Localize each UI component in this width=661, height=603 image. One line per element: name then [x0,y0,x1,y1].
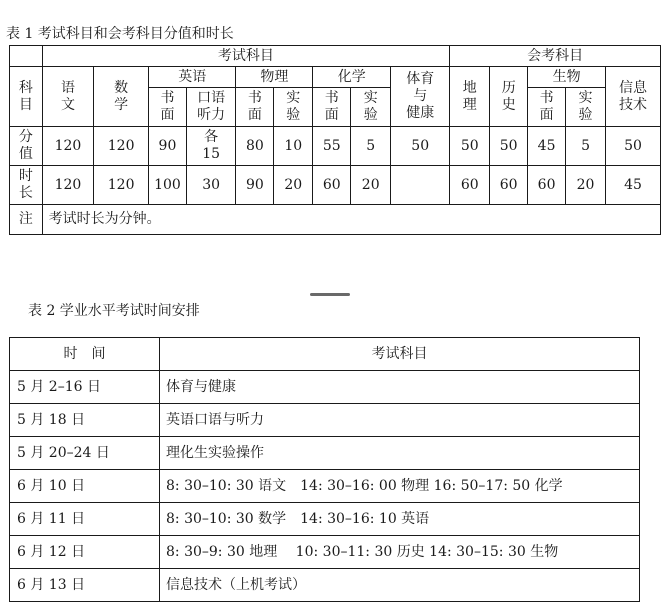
duration-cell: 20 [274,166,313,205]
header-it: 信息 技术 [606,67,661,127]
duration-cell: 120 [42,166,94,205]
divider-mark [310,293,350,296]
score-cell: 120 [42,127,94,166]
header-pe: 体育 与 健康 [391,67,450,127]
schedule-time: 5 月 18 日 [10,404,160,437]
score-cell: 55 [313,127,351,166]
schedule-time: 6 月 10 日 [10,470,160,503]
duration-cell: 100 [149,166,187,205]
schedule-row [10,569,640,602]
schedule-row [10,536,640,569]
row-label-time: 时 长 [10,166,43,205]
duration-cell: 20 [351,166,391,205]
schedule-subject: 理化生实验操作 [160,437,640,470]
schedule-header-subject: 考试科目 [160,338,640,371]
duration-cell: 45 [606,166,661,205]
schedule-row [10,470,640,503]
corner-cell [10,46,43,67]
schedule-row [10,437,640,470]
header-chemistry: 化学 [313,67,391,88]
score-cell: 80 [236,127,274,166]
header-english-written: 书 面 [149,88,187,127]
score-cell: 50 [450,127,490,166]
duration-cell [391,166,450,205]
score-cell: 5 [566,127,606,166]
duration-cell: 60 [490,166,528,205]
schedule-subject: 8: 30–10: 30 语文 14: 30–16: 00 物理 16: 50–17: 50 化学 [160,470,640,503]
schedule-time: 6 月 13 日 [10,569,160,602]
score-cell: 120 [94,127,149,166]
duration-cell: 60 [313,166,351,205]
table2-caption: 表 2 学业水平考试时间安排 [28,303,200,319]
table1-caption: 表 1 考试科目和会考科目分值和时长 [6,26,234,42]
exam-schedule-table [9,337,640,602]
header-physics: 物理 [236,67,313,88]
row-label-score: 分 值 [10,127,43,166]
header-biology-written: 书 面 [528,88,566,127]
schedule-time: 5 月 20–24 日 [10,437,160,470]
score-cell: 90 [149,127,187,166]
schedule-subject: 8: 30–10: 30 数学 14: 30–16: 10 英语 [160,503,640,536]
schedule-row [10,404,640,437]
exam-scores-table [9,45,661,235]
schedule-time: 5 月 2–16 日 [10,371,160,404]
schedule-row [10,503,640,536]
header-physics-lab: 实 验 [274,88,313,127]
header-chemistry-lab: 实 验 [351,88,391,127]
header-chinese: 语 文 [42,67,94,127]
score-cell: 50 [490,127,528,166]
schedule-row [10,371,640,404]
header-history: 历 史 [490,67,528,127]
schedule-time: 6 月 12 日 [10,536,160,569]
score-cell: 50 [606,127,661,166]
duration-cell: 20 [566,166,606,205]
row-label-subject: 科 目 [10,67,43,127]
score-cell: 50 [391,127,450,166]
header-biology: 生物 [528,67,606,88]
duration-cell: 90 [236,166,274,205]
schedule-time: 6 月 11 日 [10,503,160,536]
header-math: 数 学 [94,67,149,127]
score-cell: 各 15 [186,127,236,166]
header-chemistry-written: 书 面 [313,88,351,127]
exam-subjects-header: 考试科目 [42,46,450,67]
header-physics-written: 书 面 [236,88,274,127]
note-label: 注 [10,205,43,235]
schedule-subject: 英语口语与听力 [160,404,640,437]
duration-cell: 60 [450,166,490,205]
schedule-subject: 体育与健康 [160,371,640,404]
header-english: 英语 [149,67,236,88]
huikao-subjects-header: 会考科目 [450,46,661,67]
duration-cell: 60 [528,166,566,205]
duration-cell: 30 [186,166,236,205]
score-cell: 5 [351,127,391,166]
header-biology-lab: 实 验 [566,88,606,127]
schedule-subject: 信息技术（上机考试） [160,569,640,602]
header-english-oral: 口语 听力 [186,88,236,127]
note-text: 考试时长为分钟。 [42,205,660,235]
duration-cell: 120 [94,166,149,205]
score-cell: 45 [528,127,566,166]
schedule-subject: 8: 30–9: 30 地理 10: 30–11: 30 历史 14: 30–15: 30 生物 [160,536,640,569]
schedule-header-time: 时 间 [10,338,160,371]
header-geography: 地 理 [450,67,490,127]
score-cell: 10 [274,127,313,166]
